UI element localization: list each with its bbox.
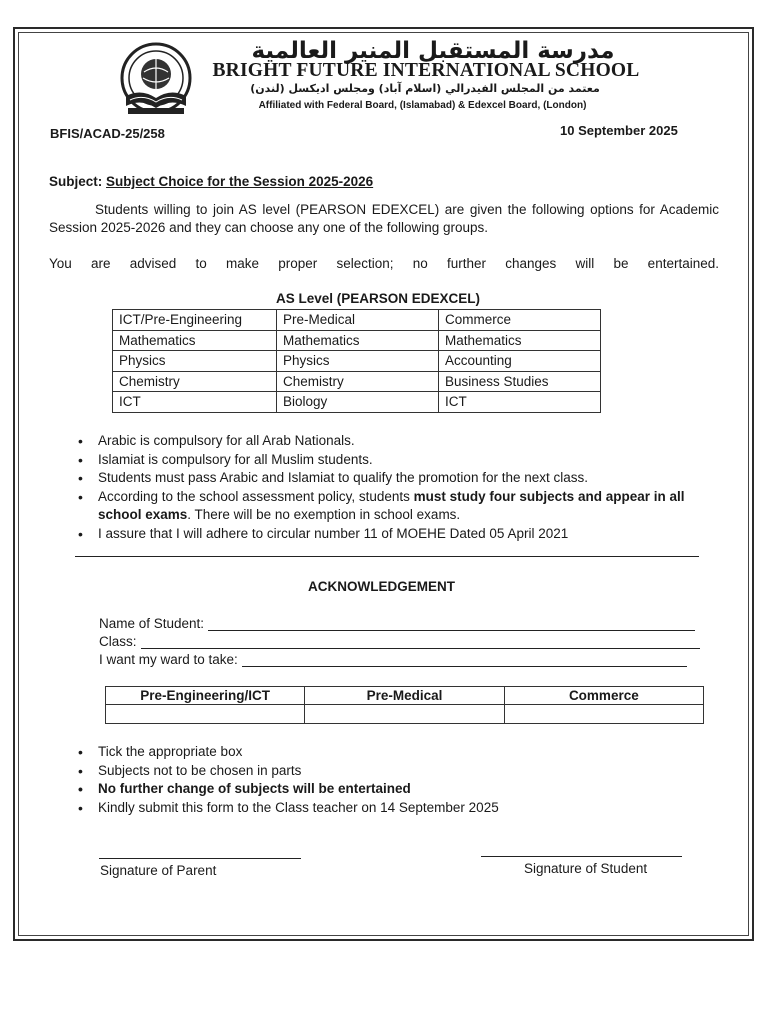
table-row xyxy=(106,687,704,705)
subject-text: Subject Choice for the Session 2025-2026 xyxy=(106,174,374,189)
table-cell: Biology xyxy=(277,392,439,413)
table-cell: Chemistry xyxy=(277,371,439,392)
rules-list xyxy=(78,432,728,543)
subject-line xyxy=(49,174,373,189)
table-cell: ICT/Pre-Engineering xyxy=(113,310,277,331)
list-item: • No further change of subjects will be entertained xyxy=(78,780,678,799)
list-item xyxy=(78,488,728,525)
affiliation: Affiliated with Federal Board, (Islamabad) & Edexcel Board, (London) xyxy=(258,100,587,111)
school-name: BRIGHT FUTURE INTERNATIONAL SCHOOL xyxy=(212,60,640,81)
letter-date: 10 September 2025 xyxy=(560,123,678,138)
student-signature-line[interactable] xyxy=(481,856,682,857)
intro-paragraph: Students willing to join AS level (PEARSON EDEXCEL) are given the following options for Academic Session 2025-2026 and they can choose any one of the following groups. xyxy=(49,202,719,235)
notes-list xyxy=(78,743,678,817)
rule-emphasis: must study four subjects and appear in all school exams xyxy=(98,488,685,522)
class-line[interactable] xyxy=(141,635,700,649)
class-field xyxy=(99,634,700,649)
subject-label: Subject: xyxy=(49,174,103,189)
student-name-line[interactable] xyxy=(208,617,695,631)
table-cell: Commerce xyxy=(439,310,601,331)
parent-signature-line[interactable] xyxy=(99,858,301,859)
list-item: • Subjects not to be chosen in parts xyxy=(78,762,678,781)
table-cell: Mathematics xyxy=(113,330,277,351)
table-cell: Business Studies xyxy=(439,371,601,392)
parent-signature-label: Signature of Parent xyxy=(100,863,217,878)
table-cell: Mathematics xyxy=(277,330,439,351)
table-title: AS Level (PEARSON EDEXCEL) xyxy=(276,291,481,306)
list-item: • Students must pass Arabic and Islamiat to qualify the promotion for the next class. xyxy=(78,469,728,488)
reference-number: BFIS/ACAD-25/258 xyxy=(50,126,165,141)
table-row xyxy=(113,310,601,331)
list-item: • Islamiat is compulsory for all Muslim students. xyxy=(78,451,728,470)
student-name-field xyxy=(99,616,695,631)
list-item: • Kindly submit this form to the Class teacher on 14 September 2025 xyxy=(78,799,678,818)
rule-text: . There will be no exemption in school exams. xyxy=(187,507,461,522)
acknowledgement-title: ACKNOWLEDGEMENT xyxy=(308,579,455,594)
subjects-table xyxy=(112,309,601,413)
list-item: • Arabic is compulsory for all Arab Nationals. xyxy=(78,432,728,451)
school-logo-icon xyxy=(108,40,204,120)
table-cell: Physics xyxy=(113,351,277,372)
field-label: Class: xyxy=(99,634,137,649)
school-name-arabic: مدرسة المستقبل المنير العالمية xyxy=(251,38,615,64)
table-cell: Chemistry xyxy=(113,371,277,392)
list-item: • Tick the appropriate box xyxy=(78,743,678,762)
ward-choice-line[interactable] xyxy=(242,653,687,667)
student-signature-label: Signature of Student xyxy=(524,861,648,876)
choice-header: Pre-Engineering/ICT xyxy=(106,687,305,705)
table-cell: Accounting xyxy=(439,351,601,372)
table-cell: Physics xyxy=(277,351,439,372)
table-cell: Pre-Medical xyxy=(277,310,439,331)
table-cell: ICT xyxy=(113,392,277,413)
ward-choice-field xyxy=(99,652,687,667)
table-row xyxy=(113,351,601,372)
table-row xyxy=(113,371,601,392)
table-cell: Mathematics xyxy=(439,330,601,351)
field-label: Name of Student: xyxy=(99,616,205,631)
list-item: • I assure that I will adhere to circular number 11 of MOEHE Dated 05 April 2021 xyxy=(78,525,728,544)
affiliation-arabic: معتمد من المجلس الفيدرالي (اسلام آباد) ومجلس اديكسل (لندن) xyxy=(250,82,600,95)
table-row xyxy=(113,392,601,413)
table-cell: ICT xyxy=(439,392,601,413)
tick-box-pre-engineering[interactable] xyxy=(106,705,305,724)
table-row xyxy=(113,330,601,351)
tick-box-pre-medical[interactable] xyxy=(305,705,504,724)
table-row xyxy=(106,705,704,724)
rule-text: According to the school assessment policy, students xyxy=(98,488,414,504)
divider xyxy=(75,556,699,557)
choice-header: Pre-Medical xyxy=(305,687,504,705)
choice-table xyxy=(105,686,704,724)
advice-paragraph: You are advised to make proper selection; no further changes will be entertained. xyxy=(49,256,719,271)
choice-header: Commerce xyxy=(504,687,703,705)
field-label: I want my ward to take: xyxy=(99,652,238,667)
tick-box-commerce[interactable] xyxy=(504,705,703,724)
